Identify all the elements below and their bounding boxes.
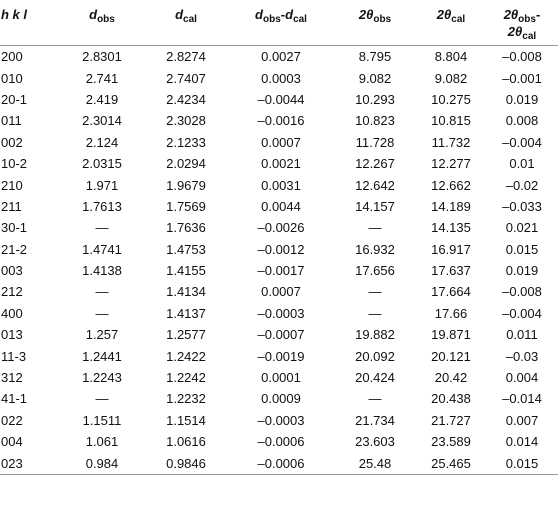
- cell-d-diff: –0.0003: [257, 305, 305, 321]
- header-2theta-diff: $2\theta_{obs}-$ $2\theta_{cal}$: [486, 0, 558, 46]
- cell-d-cal: 1.2422: [166, 348, 206, 364]
- cell-d-cal: 2.4234: [166, 91, 206, 107]
- table-row: [0, 174, 558, 195]
- cell-d-cal: 2.8274: [166, 49, 206, 65]
- cell-2theta-cal: 10.815: [431, 113, 471, 129]
- cell-2theta-cal: 11.732: [431, 134, 471, 150]
- cell-hkl: 20-1: [1, 91, 28, 107]
- cell-d-diff: 0.0007: [261, 284, 301, 300]
- cell-2theta-obs: 12.267: [355, 156, 395, 172]
- cell-2theta-obs: 23.603: [355, 434, 395, 450]
- cell-d-diff: 0.0009: [261, 391, 301, 407]
- cell-hkl: 210: [1, 177, 23, 193]
- cell-d-diff: –0.0003: [257, 412, 305, 428]
- cell-2theta-diff: –0.014: [502, 391, 542, 407]
- cell-d-obs: 1.4138: [82, 263, 122, 279]
- cell-hkl: 010: [1, 70, 23, 86]
- cell-d-cal: 1.4155: [166, 263, 206, 279]
- cell-d-cal: 1.4134: [166, 284, 206, 300]
- header-d-diff: $d_{obs}-d_{cal}$: [228, 0, 334, 46]
- table-row: [0, 46, 558, 68]
- table-row: [0, 281, 558, 302]
- header-d-obs: $d_{obs}$: [60, 0, 144, 46]
- cell-2theta-diff: –0.004: [502, 134, 542, 150]
- cell-hkl: 10-2: [1, 156, 28, 172]
- cell-d-obs: —: [95, 220, 109, 236]
- cell-hkl: 200: [1, 49, 23, 65]
- cell-d-diff: 0.0027: [261, 49, 301, 65]
- cell-d-obs: 1.2243: [82, 370, 122, 386]
- cell-d-obs: 2.419: [85, 91, 119, 107]
- table-row: [0, 196, 558, 217]
- cell-hkl: 011: [1, 113, 22, 129]
- table-header: [0, 0, 558, 46]
- cell-2theta-obs: 12.642: [355, 177, 395, 193]
- cell-2theta-diff: –0.008: [502, 284, 542, 300]
- cell-2theta-obs: —: [368, 305, 382, 321]
- table-row: [0, 260, 558, 281]
- cell-2theta-diff: 0.019: [505, 91, 539, 107]
- cell-d-obs: 2.3014: [82, 113, 122, 129]
- table-row: [0, 303, 558, 324]
- cell-2theta-obs: 25.48: [334, 452, 416, 474]
- header-row: [0, 0, 558, 46]
- cell-2theta-diff: 0.021: [505, 220, 539, 236]
- cell-d-obs: 1.4741: [82, 241, 122, 257]
- cell-2theta-obs: —: [368, 391, 382, 407]
- cell-d-cal: 1.2232: [166, 391, 206, 407]
- table-body: [0, 46, 558, 475]
- cell-hkl: 11-3: [1, 348, 27, 364]
- cell-d-diff: –0.0006: [228, 452, 334, 474]
- cell-d-cal: 1.4137: [166, 305, 206, 321]
- cell-2theta-diff: 0.015: [505, 241, 539, 257]
- cell-hkl: 002: [1, 134, 23, 150]
- cell-2theta-diff: 0.007: [505, 412, 539, 428]
- cell-d-cal: 2.3028: [166, 113, 206, 129]
- header-d-cal: $d_{cal}$: [144, 0, 228, 46]
- cell-hkl: 30-1: [1, 220, 28, 236]
- table-row: [0, 67, 558, 88]
- table-row: [0, 153, 558, 174]
- cell-d-diff: –0.0007: [257, 327, 305, 343]
- cell-2theta-obs: 19.882: [355, 327, 395, 343]
- table-row: [0, 110, 558, 131]
- cell-hkl: 013: [1, 327, 23, 343]
- cell-hkl: 212: [1, 284, 23, 300]
- cell-d-diff: –0.0017: [257, 263, 305, 279]
- cell-2theta-diff: –0.033: [502, 198, 542, 214]
- cell-2theta-diff: 0.01: [509, 156, 535, 172]
- cell-2theta-obs: —: [368, 284, 382, 300]
- cell-d-obs: 2.0315: [82, 156, 122, 172]
- cell-d-cal: 1.7569: [166, 198, 206, 214]
- table-row: [0, 367, 558, 388]
- cell-2theta-diff: –0.001: [502, 70, 542, 86]
- cell-2theta-diff: –0.008: [502, 49, 542, 65]
- cell-hkl: 312: [1, 370, 23, 386]
- cell-2theta-obs: 16.932: [355, 241, 395, 257]
- cell-d-obs: 1.257: [85, 327, 119, 343]
- cell-d-cal: 1.0616: [166, 434, 206, 450]
- cell-d-diff: 0.0031: [261, 177, 301, 193]
- cell-d-obs: 2.741: [85, 70, 119, 86]
- table-row: [0, 132, 558, 153]
- cell-2theta-cal: 14.135: [431, 220, 471, 236]
- cell-2theta-cal: 19.871: [431, 327, 471, 343]
- cell-2theta-cal: 12.662: [431, 177, 471, 193]
- cell-d-obs: 1.971: [85, 177, 119, 193]
- cell-2theta-cal: 12.277: [431, 156, 471, 172]
- cell-hkl: 400: [1, 305, 23, 321]
- cell-d-obs: 2.8301: [82, 49, 122, 65]
- cell-d-diff: –0.0019: [257, 348, 305, 364]
- cell-2theta-diff: 0.014: [505, 434, 539, 450]
- cell-d-cal: 2.0294: [166, 156, 206, 172]
- cell-d-cal: 1.2577: [166, 327, 206, 343]
- cell-2theta-diff: 0.008: [505, 113, 539, 129]
- cell-2theta-diff: 0.004: [505, 370, 539, 386]
- cell-2theta-obs: 17.656: [355, 263, 395, 279]
- cell-d-obs: 2.124: [85, 134, 119, 150]
- cell-2theta-cal: 23.589: [431, 434, 471, 450]
- cell-d-diff: 0.0044: [261, 198, 301, 214]
- cell-2theta-diff: –0.03: [505, 348, 539, 364]
- cell-d-diff: 0.0007: [261, 134, 301, 150]
- cell-d-obs: —: [95, 284, 109, 300]
- cell-2theta-diff: 0.019: [505, 263, 539, 279]
- cell-hkl: 022: [1, 412, 23, 428]
- header-2theta-obs: $2\theta_{obs}$: [334, 0, 416, 46]
- cell-2theta-cal: 20.42: [434, 370, 468, 386]
- cell-d-diff: 0.0003: [261, 70, 301, 86]
- cell-2theta-obs: 21.734: [355, 412, 395, 428]
- cell-hkl: 21-2: [1, 241, 28, 257]
- cell-2theta-obs: 20.424: [355, 370, 395, 386]
- cell-d-cal: 1.2242: [166, 370, 206, 386]
- cell-2theta-obs: —: [368, 220, 382, 236]
- cell-d-diff: –0.0006: [257, 434, 305, 450]
- cell-hkl: 004: [1, 434, 23, 450]
- cell-d-obs: 1.061: [85, 434, 119, 450]
- cell-d-cal: 1.7636: [166, 220, 206, 236]
- cell-2theta-cal: 10.275: [431, 91, 471, 107]
- cell-d-cal: 0.9846: [144, 452, 228, 474]
- cell-d-diff: –0.0016: [257, 113, 305, 129]
- table-row: [0, 388, 558, 409]
- header-hkl: h k l: [0, 0, 60, 46]
- cell-hkl: 211: [1, 198, 22, 214]
- cell-d-obs: —: [95, 305, 109, 321]
- header-2theta-cal: $2\theta_{cal}$: [416, 0, 486, 46]
- cell-d-diff: –0.0012: [257, 241, 305, 257]
- cell-d-diff: 0.0021: [261, 156, 301, 172]
- cell-2theta-cal: 17.66: [434, 305, 468, 321]
- cell-2theta-cal: 9.082: [434, 70, 468, 86]
- cell-2theta-obs: 14.157: [355, 198, 395, 214]
- table-row: [0, 324, 558, 345]
- cell-2theta-cal: 20.438: [431, 391, 471, 407]
- table-row: [0, 345, 558, 366]
- cell-d-diff: –0.0044: [257, 91, 305, 107]
- cell-2theta-obs: 20.092: [355, 348, 395, 364]
- cell-d-cal: 2.7407: [166, 70, 206, 86]
- cell-2theta-obs: 9.082: [358, 70, 392, 86]
- cell-d-obs: —: [95, 391, 109, 407]
- cell-2theta-cal: 17.664: [431, 284, 471, 300]
- cell-2theta-obs: 8.795: [358, 49, 392, 65]
- cell-hkl: 003: [1, 263, 23, 279]
- cell-hkl: 41-1: [1, 391, 28, 407]
- cell-2theta-cal: 20.121: [431, 348, 471, 364]
- cell-d-obs: 1.7613: [82, 198, 122, 214]
- cell-d-cal: 1.1514: [166, 412, 206, 428]
- table-row: [0, 431, 558, 452]
- cell-d-cal: 1.9679: [166, 177, 206, 193]
- cell-2theta-diff: 0.015: [486, 452, 558, 474]
- cell-2theta-cal: 21.727: [431, 412, 471, 428]
- cell-2theta-obs: 10.293: [355, 91, 395, 107]
- cell-d-diff: 0.0001: [261, 370, 301, 386]
- cell-2theta-diff: –0.004: [502, 305, 542, 321]
- cell-2theta-obs: 11.728: [355, 134, 395, 150]
- cell-2theta-cal: 14.189: [431, 198, 471, 214]
- cell-d-obs: 0.984: [60, 452, 144, 474]
- cell-d-obs: 1.2441: [82, 348, 122, 364]
- cell-2theta-cal: 17.637: [431, 263, 471, 279]
- cell-d-obs: 1.1511: [82, 412, 122, 428]
- cell-2theta-diff: 0.011: [506, 327, 538, 343]
- table-row: [0, 452, 558, 474]
- cell-2theta-cal: 16.917: [431, 241, 471, 257]
- cell-d-cal: 1.4753: [166, 241, 206, 257]
- cell-d-cal: 2.1233: [166, 134, 206, 150]
- cell-d-diff: –0.0026: [257, 220, 305, 236]
- cell-2theta-cal: 25.465: [416, 452, 486, 474]
- cell-2theta-obs: 10.823: [355, 113, 395, 129]
- table-row: [0, 239, 558, 260]
- cell-2theta-cal: 8.804: [434, 49, 468, 65]
- table-row: [0, 217, 558, 238]
- cell-hkl: 023: [0, 452, 60, 474]
- table-row: [0, 89, 558, 110]
- cell-2theta-diff: –0.02: [505, 177, 539, 193]
- table-row: [0, 410, 558, 431]
